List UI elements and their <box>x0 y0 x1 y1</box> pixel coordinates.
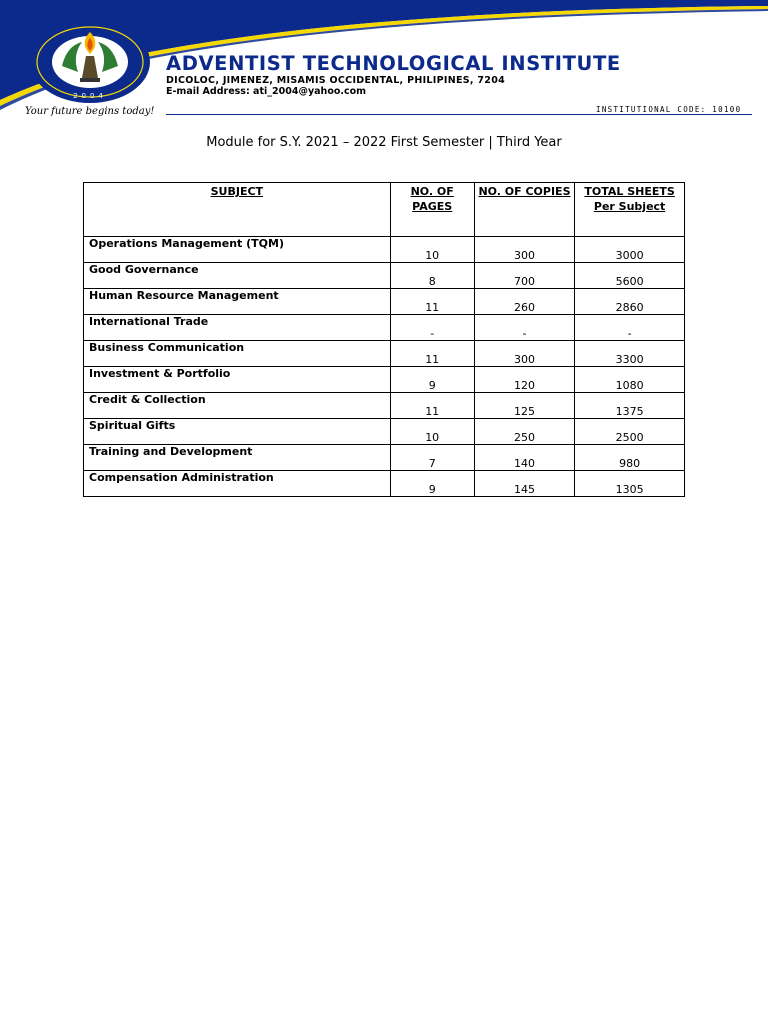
cell-subject: Training and Development <box>84 445 391 471</box>
institutional-code: INSTITUTIONAL CODE: 10100 <box>596 105 742 114</box>
cell-total: - <box>575 315 685 341</box>
institution-seal-logo <box>28 20 152 104</box>
cell-subject: Compensation Administration <box>84 471 391 497</box>
cell-pages: 11 <box>390 393 474 419</box>
table-row <box>84 315 685 341</box>
cell-subject: Business Communication <box>84 341 391 367</box>
cell-total: 1375 <box>575 393 685 419</box>
cell-copies: - <box>474 315 575 341</box>
header-subject: SUBJECT <box>84 183 391 237</box>
cell-subject: Credit & Collection <box>84 393 391 419</box>
institution-name: ADVENTIST TECHNOLOGICAL INSTITUTE <box>166 52 621 75</box>
cell-copies: 700 <box>474 263 575 289</box>
cell-subject: Investment & Portfolio <box>84 367 391 393</box>
cell-subject: Good Governance <box>84 263 391 289</box>
cell-copies: 145 <box>474 471 575 497</box>
header-pages: NO. OF PAGES <box>390 183 474 237</box>
cell-pages: 9 <box>390 367 474 393</box>
table-header-row <box>84 183 685 237</box>
table-row <box>84 393 685 419</box>
cell-total: 980 <box>575 445 685 471</box>
cell-copies: 300 <box>474 341 575 367</box>
table-row <box>84 471 685 497</box>
cell-total: 2860 <box>575 289 685 315</box>
cell-total: 1305 <box>575 471 685 497</box>
table-row <box>84 289 685 315</box>
cell-copies: 140 <box>474 445 575 471</box>
institution-tagline: Your future begins today! <box>25 106 155 117</box>
cell-pages: 11 <box>390 341 474 367</box>
cell-total: 3300 <box>575 341 685 367</box>
cell-copies: 250 <box>474 419 575 445</box>
cell-pages: 10 <box>390 419 474 445</box>
table-row <box>84 367 685 393</box>
svg-text:2004: 2004 <box>73 92 107 100</box>
table-row <box>84 419 685 445</box>
header-copies: NO. OF COPIES <box>474 183 575 237</box>
cell-copies: 125 <box>474 393 575 419</box>
cell-total: 1080 <box>575 367 685 393</box>
header-total-sheets: TOTAL SHEETS Per Subject <box>575 183 685 237</box>
institution-email: E-mail Address: ati_2004@yahoo.com <box>166 86 367 97</box>
cell-subject: Operations Management (TQM) <box>84 237 391 263</box>
cell-subject: Human Resource Management <box>84 289 391 315</box>
cell-copies: 260 <box>474 289 575 315</box>
cell-subject: International Trade <box>84 315 391 341</box>
cell-copies: 120 <box>474 367 575 393</box>
modules-table <box>83 182 685 497</box>
cell-pages: 8 <box>390 263 474 289</box>
cell-subject: Spiritual Gifts <box>84 419 391 445</box>
cell-total: 3000 <box>575 237 685 263</box>
cell-pages: - <box>390 315 474 341</box>
table-row <box>84 445 685 471</box>
table-row <box>84 237 685 263</box>
cell-pages: 7 <box>390 445 474 471</box>
cell-pages: 9 <box>390 471 474 497</box>
cell-copies: 300 <box>474 237 575 263</box>
header-divider <box>166 114 752 115</box>
table-row <box>84 263 685 289</box>
table-row <box>84 341 685 367</box>
document-title: Module for S.Y. 2021 – 2022 First Semester | Third Year <box>206 135 562 150</box>
cell-total: 2500 <box>575 419 685 445</box>
cell-total: 5600 <box>575 263 685 289</box>
cell-pages: 11 <box>390 289 474 315</box>
institution-address: DICOLOC, JIMENEZ, MISAMIS OCCIDENTAL, PHILIPINES, 7204 <box>166 75 506 86</box>
cell-pages: 10 <box>390 237 474 263</box>
